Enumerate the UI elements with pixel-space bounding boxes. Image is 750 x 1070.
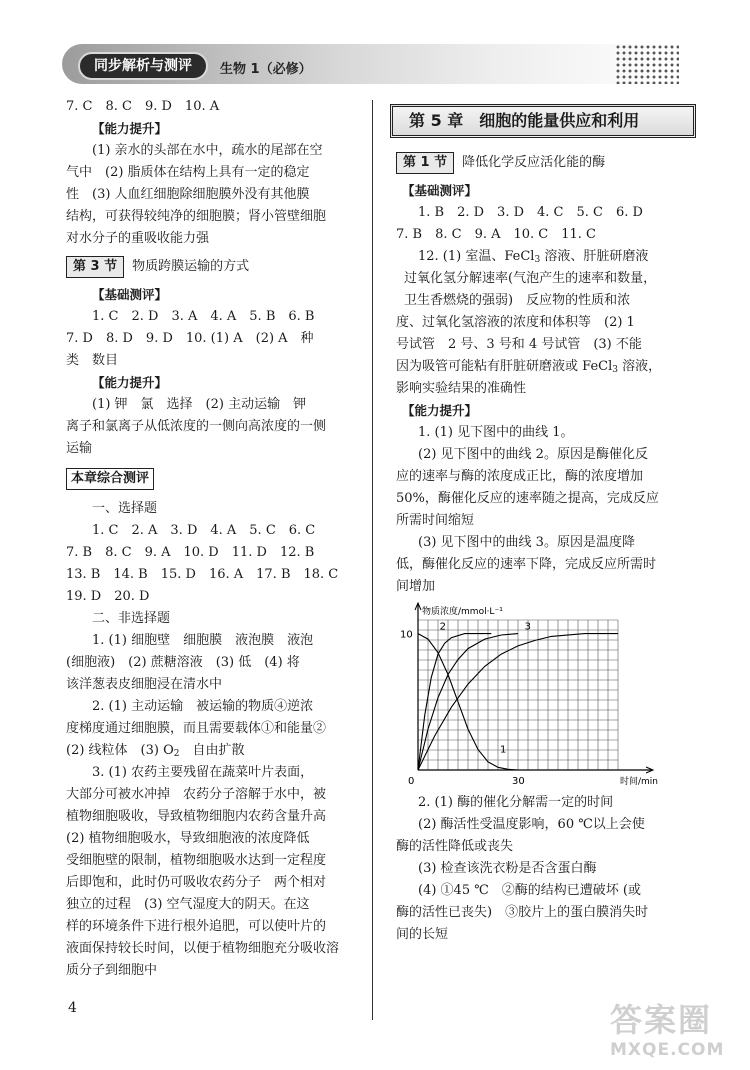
answer-line: (3) 见下图中的曲线 3。原因是温度降	[418, 535, 635, 550]
x-tick-label: 0	[408, 776, 415, 787]
answer-line: (1) 亲水的头部在水中，疏水的尾部在空	[92, 143, 323, 158]
answer-line	[418, 246, 692, 268]
answer-line: 离子和氯离子从低浓度的一侧向高浓度的一侧	[66, 419, 327, 434]
text-segment: 自由扩散	[179, 743, 245, 758]
chapter-review-heading: 本章综合测评	[66, 468, 154, 490]
subscript: 3	[534, 255, 541, 265]
answer-line: 号试管 2 号、3 号和 4 号试管 (3) 不能	[396, 337, 642, 352]
answer-line: 性 (3) 人血红细胞除细胞膜外没有其他膜	[66, 187, 310, 202]
section-title: 降低化学反应活化能的酶	[462, 155, 606, 170]
answer-line: 液面保持较长时间，以便于植物细胞充分吸收溶	[66, 941, 340, 956]
curve-label: 2	[439, 621, 447, 633]
answer-line: 1. (1) 见下图中的曲线 1。	[418, 425, 574, 440]
curve-label: 3	[524, 621, 532, 633]
header-dot-pattern	[615, 44, 679, 84]
answer-line: 3. (1) 农药主要残留在蔬菜叶片表面，	[92, 765, 314, 780]
answer-line: (2) 植物细胞吸水，导致细胞液的浓度降低	[66, 831, 310, 846]
answer-line: 类 数目	[66, 353, 119, 368]
text-segment: 12. (1) 室温、FeCl	[418, 249, 535, 264]
answer-line: 应的速率与酶的浓度成正比，酶的浓度增加	[396, 469, 644, 484]
text-segment: 溶液、肝脏研磨液	[540, 249, 649, 264]
section-3-heading	[66, 256, 356, 278]
answer-line: 低，酶催化反应的速率下降，完成反应所需时	[396, 557, 657, 572]
answer-line: (3) 检查该洗衣粉是否含蛋白酶	[418, 861, 597, 876]
answer-line: 19. D 20. D	[66, 589, 150, 604]
subheading-nonchoice: 二、非选择题	[92, 611, 171, 626]
answer-line: 气中 (2) 脂质体在结构上具有一定的稳定	[66, 165, 310, 180]
answer-line: 2. (1) 主动运输 被运输的物质④逆浓	[92, 699, 314, 714]
subject-label: 生物 1（必修）	[220, 62, 312, 77]
subheading-choice: 一、选择题	[92, 501, 158, 516]
subscript: 3	[612, 365, 618, 375]
answer-line: 质分子到细胞中	[66, 963, 158, 978]
page-number: 4	[68, 1000, 77, 1016]
watermark-text: 答案圈	[610, 1001, 713, 1039]
answer-line: 7. B 8. C 9. A 10. D 11. D 12. B	[66, 545, 315, 560]
series-title: 同步解析与测评	[78, 52, 208, 80]
section-1-heading	[396, 152, 692, 174]
left-column	[66, 96, 356, 982]
enzyme-reaction-graph	[396, 602, 692, 792]
text-segment: 溶液，	[617, 359, 662, 374]
y-axis-label: 物质浓度/mmol·L⁻¹	[422, 607, 503, 617]
text-segment: 因为吸管可能粘有肝脏研磨液或 FeCl	[396, 359, 613, 374]
answer-line: 样的环境条件下进行根外追肥，可以使叶片的	[66, 919, 327, 934]
answer-line: 7. D 8. D 9. D 10. (1) A (2) A 种	[66, 331, 314, 346]
graph-svg	[396, 602, 692, 792]
watermark-logo	[610, 1000, 740, 1062]
section-label: 第 3 节	[66, 256, 124, 278]
answer-line: 卫生香燃烧的强弱) 反应物的性质和浓	[404, 293, 631, 308]
curve-label: 1	[500, 744, 507, 756]
answer-line: 该洋葱表皮细胞浸在清水中	[66, 677, 223, 692]
x-axis-label: 时间/min	[620, 777, 659, 787]
answer-line: 运输	[66, 441, 93, 456]
chapter-title: 第 5 章 细胞的能量供应和利用	[390, 104, 696, 138]
answer-line: 2. (1) 酶的催化分解需一定的时间	[418, 795, 614, 810]
answer-line: 所需时间缩短	[396, 513, 475, 528]
section-label: 第 1 节	[396, 152, 454, 174]
subheading-basic: 【基础测评】	[92, 287, 168, 302]
answer-line: 影响实验结果的准确性	[396, 381, 527, 396]
subheading-ability: 【能力提升】	[92, 375, 168, 390]
answer-line	[66, 740, 356, 762]
subscript: 2	[173, 749, 180, 759]
answer-line: (2) 见下图中的曲线 2。原因是酶催化反	[418, 447, 648, 462]
answer-line: 植物细胞吸收，导致植物细胞内农药含量升高	[66, 809, 327, 824]
answer-line: 结构，可获得较纯净的细胞膜；肾小管壁细胞	[66, 209, 327, 224]
subheading-basic: 【基础测评】	[402, 183, 478, 198]
answer-line: (4) ①45 ℃ ②酶的结构已遭破坏 (或	[418, 883, 641, 898]
answer-line: 度、过氧化氢溶液的浓度和体积等 (2) 1	[396, 315, 635, 330]
answer-line	[396, 356, 692, 378]
section-title: 物质跨膜运输的方式	[132, 259, 250, 274]
answer-line: 过氧化氢分解速率(气泡产生的速率和数量，	[404, 271, 657, 286]
answer-line: 受细胞壁的限制，植物细胞吸水达到一定程度	[66, 853, 327, 868]
answer-line: 独立的过程 (3) 空气湿度大的阴天。在这	[66, 897, 310, 912]
answer-line: 间的长短	[396, 927, 449, 942]
column-divider	[372, 100, 373, 1020]
y-tick-label: 10	[400, 629, 413, 641]
answer-line: 度梯度通过细胞膜，而且需要载体①和能量②	[66, 721, 327, 736]
answer-line: 酶的活性降低或丧失	[396, 839, 514, 854]
answer-line: 间增加	[396, 579, 436, 594]
answer-line: 1. C 2. A 3. D 4. A 5. C 6. C	[92, 523, 316, 538]
answer-line: (2) 酶活性受温度影响，60 ℃以上会使	[418, 817, 645, 832]
answer-line: 酶的活性已丧失) ③胶片上的蛋白膜消失时	[396, 905, 649, 920]
subheading-ability: 【能力提升】	[92, 121, 168, 136]
answer-line: 1. B 2. D 3. D 4. C 5. C 6. D	[418, 205, 643, 220]
answer-line: 13. B 14. B 15. D 16. A 17. B 18. C	[66, 567, 339, 582]
answer-line: 50%，酶催化反应的速率随之提高，完成反应	[396, 491, 659, 506]
text-segment: (2) 线粒体 (3) O	[66, 743, 174, 758]
answer-line: 1. (1) 细胞壁 细胞膜 液泡膜 液泡	[92, 633, 314, 648]
answer-line: 7. C 8. C 9. D 10. A	[66, 99, 220, 114]
answer-line: (1) 钾 氯 选择 (2) 主动运输 钾	[92, 397, 307, 412]
answer-line: 后即饱和，此时仍可吸收农药分子 两个相对	[66, 875, 327, 890]
x-tick-label: 30	[512, 776, 525, 787]
answer-line: 7. B 8. C 9. A 10. C 11. C	[396, 227, 597, 242]
subheading-ability: 【能力提升】	[402, 403, 478, 418]
watermark-url: MXQE.COM	[610, 1040, 725, 1060]
answer-line: 1. C 2. D 3. A 4. A 5. B 6. B	[92, 309, 315, 324]
answer-line: 对水分子的重吸收能力强	[66, 231, 210, 246]
answer-line: 大部分可被水冲掉 农药分子溶解于水中，被	[66, 787, 327, 802]
right-column	[396, 96, 692, 946]
answer-line: (细胞液) (2) 蔗糖溶液 (3) 低 (4) 将	[66, 655, 300, 670]
